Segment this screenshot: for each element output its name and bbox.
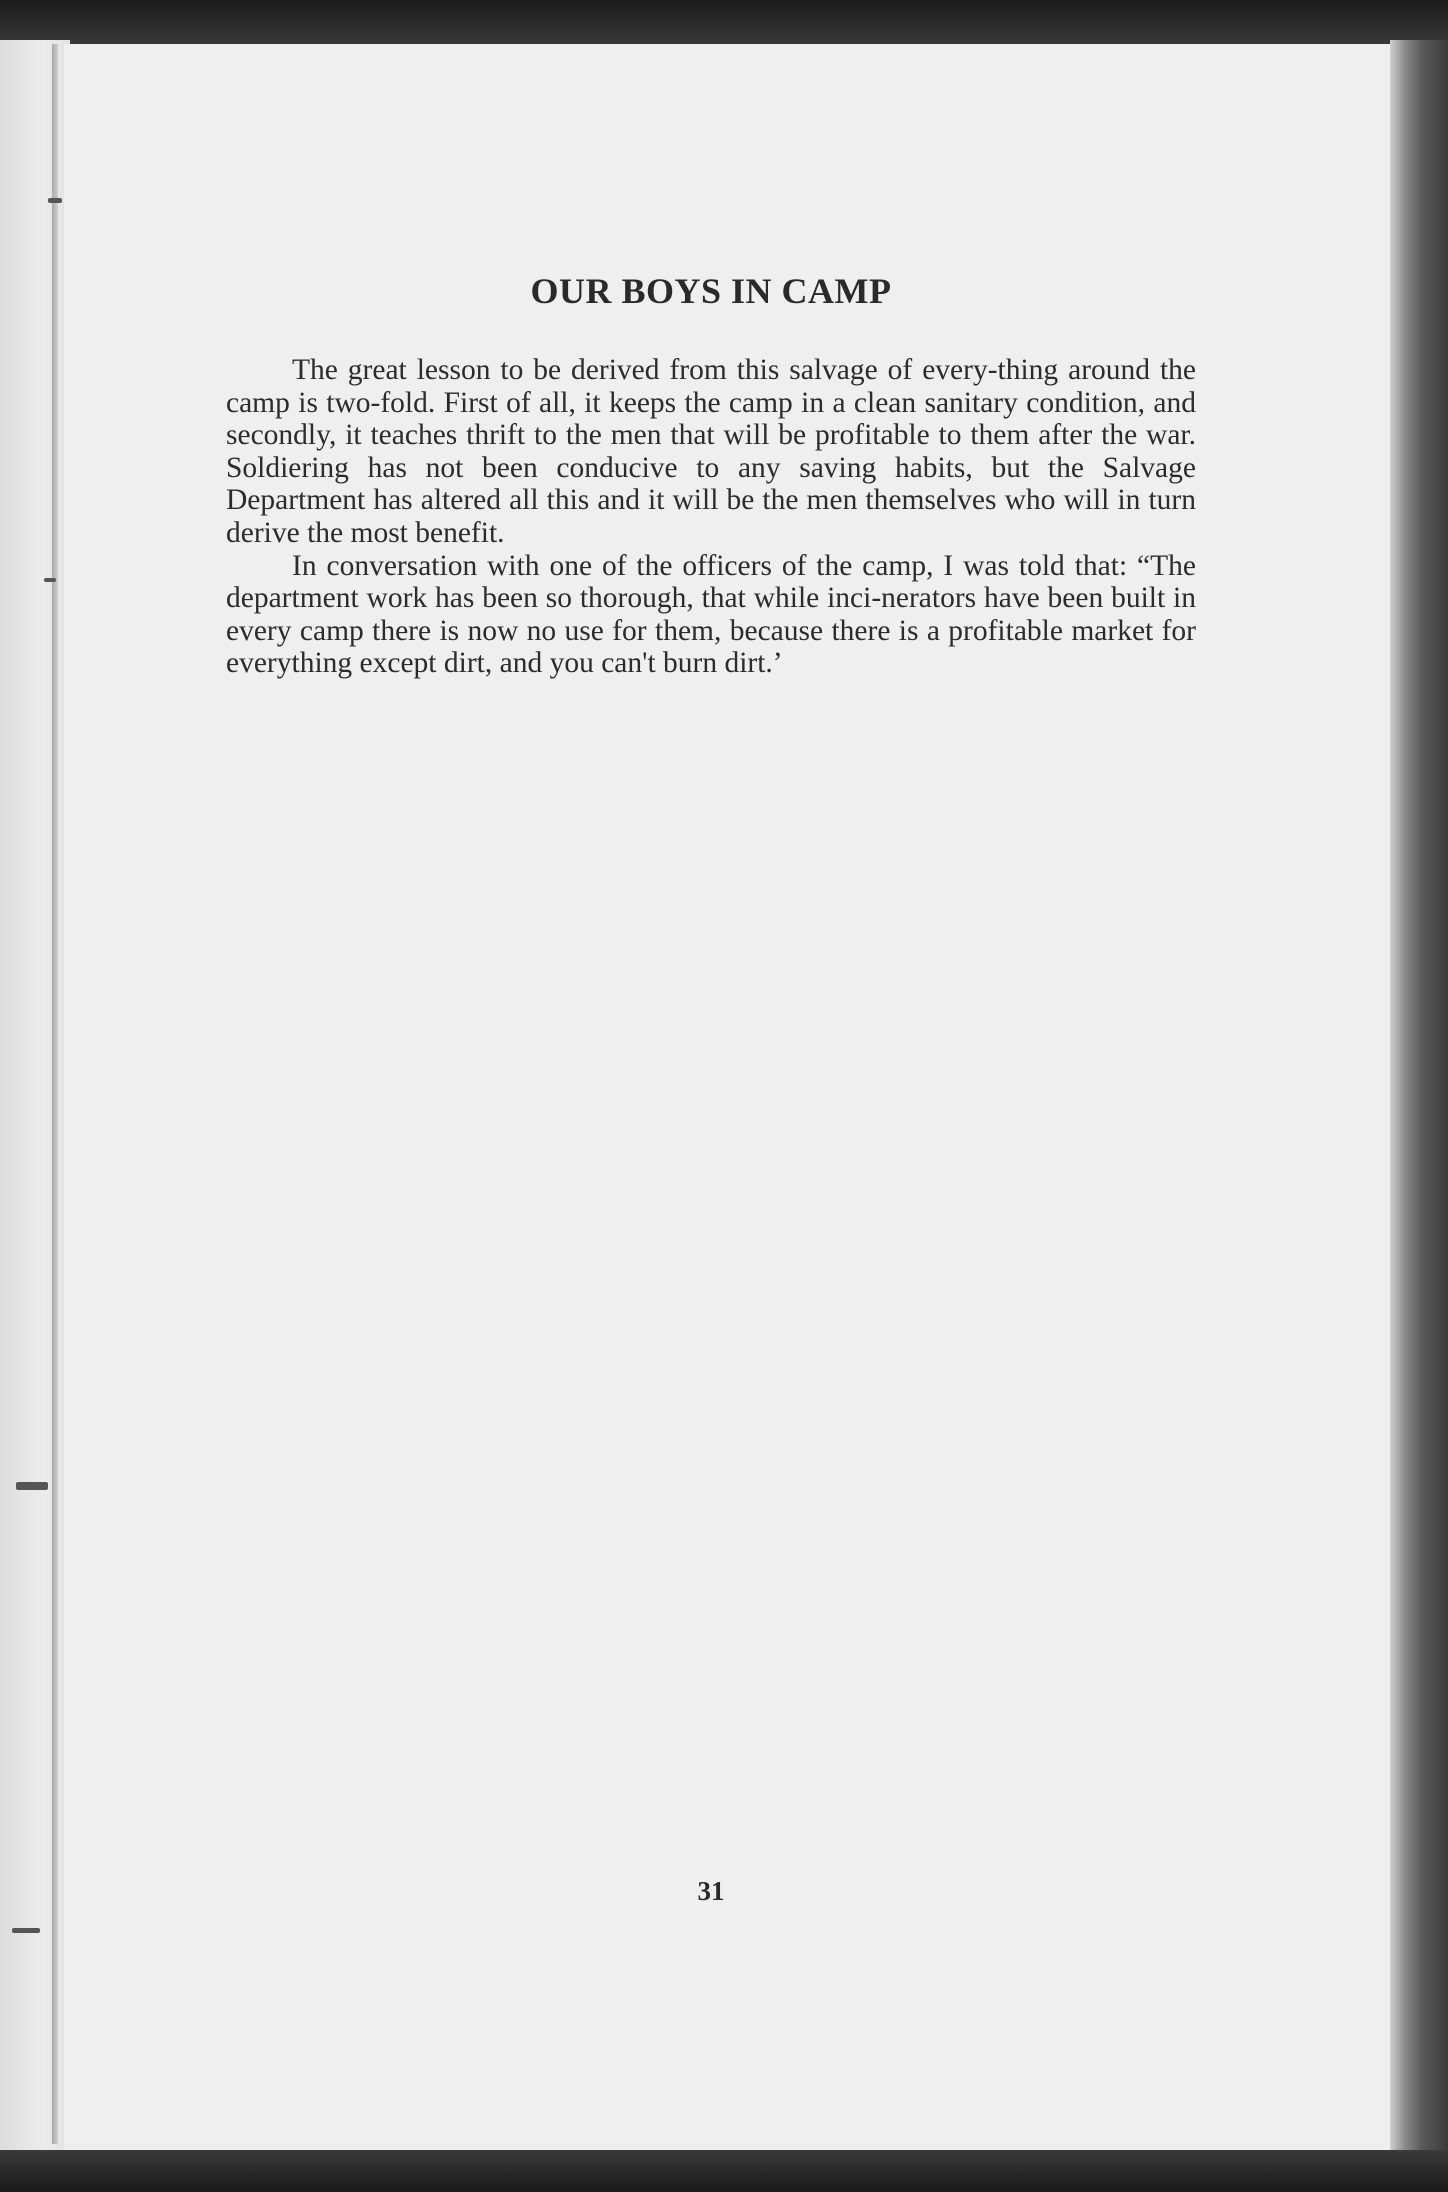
binding-mark (48, 198, 62, 203)
body-text (226, 354, 1196, 680)
binding-mark (12, 1928, 40, 1933)
binding-mark (44, 578, 56, 582)
book-cover-edge (1390, 40, 1448, 2160)
page-number: 31 (697, 1876, 725, 1906)
running-head: OUR BOYS IN CAMP (530, 271, 892, 311)
binding-mark (16, 1482, 48, 1490)
paragraph: The great lesson to be derived from this salvage of every-thing around the camp is two-fold. First of all, it keeps the camp in a clean sanitary condition, and secondly, it teaches thrift to the men that will be profitable to them after the war. Soldiering has not been conducive to any saving habits, but the Salvage Department has altered all this and it will be the men themselves who will in turn derive the most benefit. (226, 354, 1196, 549)
binding-shadow (52, 44, 58, 2144)
scan-top-border (0, 0, 1448, 46)
scan-bottom-border (0, 2150, 1448, 2192)
left-page-edge (0, 40, 70, 2155)
paragraph: In conversation with one of the officers of the camp, I was told that: “The department work has been so thorough, that while inci-nerators have been built in every camp there is now no use for them, because there is a profitable market for everything except dirt, and you can't burn dirt.’ (226, 549, 1196, 680)
